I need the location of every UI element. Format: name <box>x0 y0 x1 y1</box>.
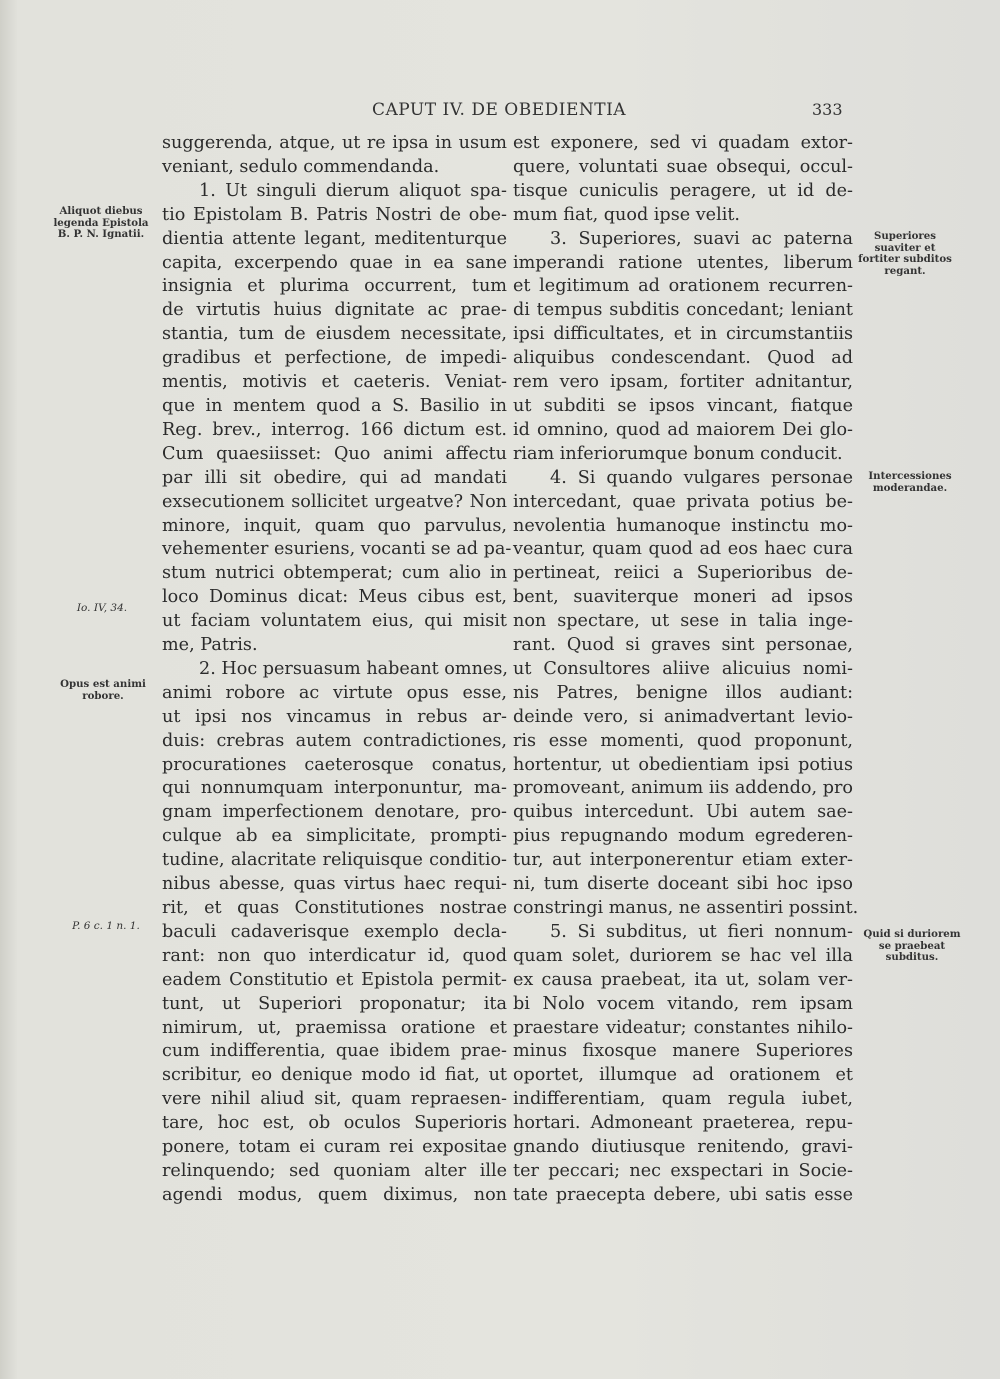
text-line: de virtutis huius dignitate ac prae- <box>162 300 507 321</box>
text-line: relinquendo; sed quoniam alter ille <box>162 1160 507 1181</box>
text-line: tio Epistolam B. Patris Nostri de obe- <box>162 204 507 225</box>
text-line: par illi sit obedire, qui ad mandati <box>162 467 507 488</box>
text-line: bent, suaviterque moneri ad ipsos <box>513 587 853 608</box>
text-line: culque ab ea simplicitate, prompti- <box>162 826 507 847</box>
text-line: imperandi ratione utentes, liberum <box>513 252 853 273</box>
text-line: ipsi difficultates, et in circumstantiis <box>513 324 853 345</box>
text-line: minus fixosque manere Superiores <box>513 1041 853 1062</box>
text-line: qui nonnumquam interponuntur, ma- <box>162 778 507 799</box>
text-line: quibus intercedunt. Ubi autem sae- <box>513 802 853 823</box>
text-line: indifferentiam, quam regula iubet, <box>513 1089 853 1110</box>
left-text-column <box>162 132 512 1208</box>
text-line: praestare videatur; constantes nihilo- <box>513 1017 853 1038</box>
running-head: CAPUT IV. DE OBEDIENTIA <box>372 100 627 120</box>
text-line: quere, voluntati suae obsequi, occul- <box>513 156 853 177</box>
text-line: eadem Constitutio et Epistola permit- <box>162 969 507 990</box>
text-line: constringi manus, ne assentiri possint. <box>513 898 859 918</box>
text-line: mentis, motivis et caeteris. Veniat- <box>162 372 507 393</box>
margin-note-quid: Quid si duriorem se praebeat subditus. <box>863 928 961 964</box>
text-line: stantia, tum de eiusdem necessitate, <box>162 324 507 345</box>
text-line: agendi modus, quem diximus, non <box>162 1184 507 1205</box>
text-line: pius repugnando modum egrederen- <box>513 826 853 847</box>
text-line: animi robore ac virtute opus esse, <box>162 682 507 703</box>
text-line: non spectare, ut sese in talia inge- <box>513 611 853 632</box>
margin-note-p6: P. 6 c. 1 n. 1. <box>72 920 140 932</box>
text-line: gnam imperfectionem denotare, pro- <box>162 802 507 823</box>
text-line: intercedant, quae privata potius be- <box>513 491 853 512</box>
text-line: ut faciam voluntatem eius, qui misit <box>162 611 507 632</box>
text-line: ni, tum diserte doceant sibi hoc ipso <box>513 874 853 895</box>
text-line: procurationes caeterosque conatus, <box>162 754 507 775</box>
text-line: vehementer esuriens, vocanti se ad pa- <box>162 539 512 560</box>
text-line: Reg. brev., interrog. 166 dictum est. <box>162 419 507 440</box>
text-line: ponere, totam ei curam rei expositae <box>162 1137 507 1158</box>
text-line: nis Patres, benigne illos audiant: <box>513 682 853 703</box>
text-line: suggerenda, atque, ut re ipsa in usum <box>162 133 507 153</box>
text-line: hortari. Admoneant praeterea, repu- <box>513 1113 853 1134</box>
text-line: riam inferiorumque bonum conducit. <box>513 443 843 464</box>
text-line: Cum quaesiisset: Quo animi affectu <box>162 443 507 464</box>
text-line: tate praecepta debere, ubi satis esse <box>513 1184 853 1205</box>
text-line: gnando diutiusque renitendo, gravi- <box>513 1137 853 1158</box>
text-line: id omnino, quod ad maiorem Dei glo- <box>513 419 853 440</box>
text-line: tudine, alacritate reliquisque conditio- <box>162 850 507 871</box>
text-line: scribitur, eo denique modo id fiat, ut <box>162 1065 507 1086</box>
text-line: est exponere, sed vi quadam extor- <box>513 133 853 153</box>
text-line: 1. Ut singuli dierum aliquot spa- <box>199 180 507 201</box>
text-line: duis: crebras autem contradictiones, <box>162 730 507 751</box>
text-line: nibus abesse, quas virtus haec requi- <box>162 874 507 895</box>
text-line: deinde vero, si animadvertant levio- <box>513 706 853 727</box>
text-line: di tempus subditis concedant; leniant <box>513 300 853 321</box>
text-line: rem vero ipsam, fortiter adnitantur, <box>513 372 853 393</box>
text-line: cum indifferentia, quae ibidem prae- <box>162 1041 507 1062</box>
text-line: stum nutrici obtemperat; cum alio in <box>162 563 507 584</box>
margin-note-opus: Opus est animi robore. <box>60 678 146 702</box>
text-line: vere nihil aliud sit, quam repraesen- <box>162 1089 507 1110</box>
page-header <box>0 100 1000 124</box>
text-line: pertineat, reiici a Superioribus de- <box>513 563 853 584</box>
text-line: gradibus et perfectione, de impedi- <box>162 348 507 369</box>
text-line: que in mentem quod a S. Basilio in <box>162 395 507 416</box>
margin-note-intercessiones: Intercessiones moderandae. <box>868 470 952 494</box>
text-line: ut ipsi nos vincamus in rebus ar- <box>162 706 507 727</box>
text-line: veantur, quam quod ad eos haec cura <box>513 539 853 560</box>
text-line: quam solet, duriorem se hac vel illa <box>513 945 853 966</box>
text-line: loco Dominus dicat: Meus cibus est, <box>162 587 507 608</box>
text-line: tunt, ut Superiori proponatur; ita <box>162 993 507 1014</box>
margin-note-aliquot: Aliquot diebus legenda Epistola B. P. N. Ignatii. <box>53 205 149 241</box>
text-line: capita, excerpendo quae in ea sane <box>162 252 507 273</box>
page-number: 333 <box>812 100 843 119</box>
text-line: tare, hoc est, ob oculos Superioris <box>162 1113 507 1134</box>
text-line: promoveant, animum iis addendo, pro <box>513 778 853 799</box>
text-line: aliquibus condescendant. Quod ad <box>513 348 853 369</box>
text-line: ex causa praebeat, ita ut, solam ver- <box>513 969 853 990</box>
text-line: 5. Si subditus, ut fieri nonnum- <box>550 921 853 942</box>
text-line: ut subditi se ipsos vincant, fiatque <box>513 395 853 416</box>
right-text-column <box>513 132 859 1208</box>
margin-note-superiores: Superiores suaviter et fortiter subditos regant. <box>858 230 952 277</box>
text-line: tisque cuniculis peragere, ut id de- <box>513 180 853 201</box>
margin-note-io: Io. IV, 34. <box>76 602 128 614</box>
text-line: rit, et quas Constitutiones nostrae <box>162 898 507 918</box>
text-line: me, Patris. <box>162 635 258 656</box>
text-line: rant. Quod si graves sint personae, <box>513 635 853 656</box>
text-line: ut Consultores aliive alicuius nomi- <box>513 658 853 679</box>
text-line: nimirum, ut, praemissa oratione et <box>162 1017 507 1038</box>
text-line: 4. Si quando vulgares personae <box>550 467 853 488</box>
text-line: ris esse momenti, quod proponunt, <box>513 730 853 751</box>
text-line: nevolentia humanoque instinctu mo- <box>513 515 853 536</box>
text-line: dientia attente legant, meditenturque <box>162 228 507 249</box>
text-line: 2. Hoc persuasum habeant omnes, <box>199 658 508 679</box>
text-line: et legitimum ad orationem recurren- <box>513 276 853 297</box>
text-line: oportet, illumque ad orationem et <box>513 1065 853 1086</box>
text-line: rant: non quo interdicatur id, quod <box>162 945 507 966</box>
text-line: mum fiat, quod ipse velit. <box>513 204 741 225</box>
text-line: ter peccari; nec exspectari in Socie- <box>513 1160 853 1181</box>
text-line: insignia et plurima occurrent, tum <box>162 276 507 297</box>
text-line: exsecutionem sollicitet urgeatve? Non <box>162 491 507 512</box>
text-line: 3. Superiores, suavi ac paterna <box>550 228 853 249</box>
text-line: bi Nolo vocem vitando, rem ipsam <box>513 993 853 1014</box>
text-line: hortentur, ut obedientiam ipsi potius <box>513 754 853 775</box>
text-line: tur, aut interponerentur etiam exter- <box>513 850 853 871</box>
text-line: baculi cadaverisque exemplo decla- <box>162 921 507 942</box>
text-line: veniant, sedulo commendanda. <box>162 156 440 177</box>
text-line: minore, inquit, quam quo parvulus, <box>162 515 507 536</box>
